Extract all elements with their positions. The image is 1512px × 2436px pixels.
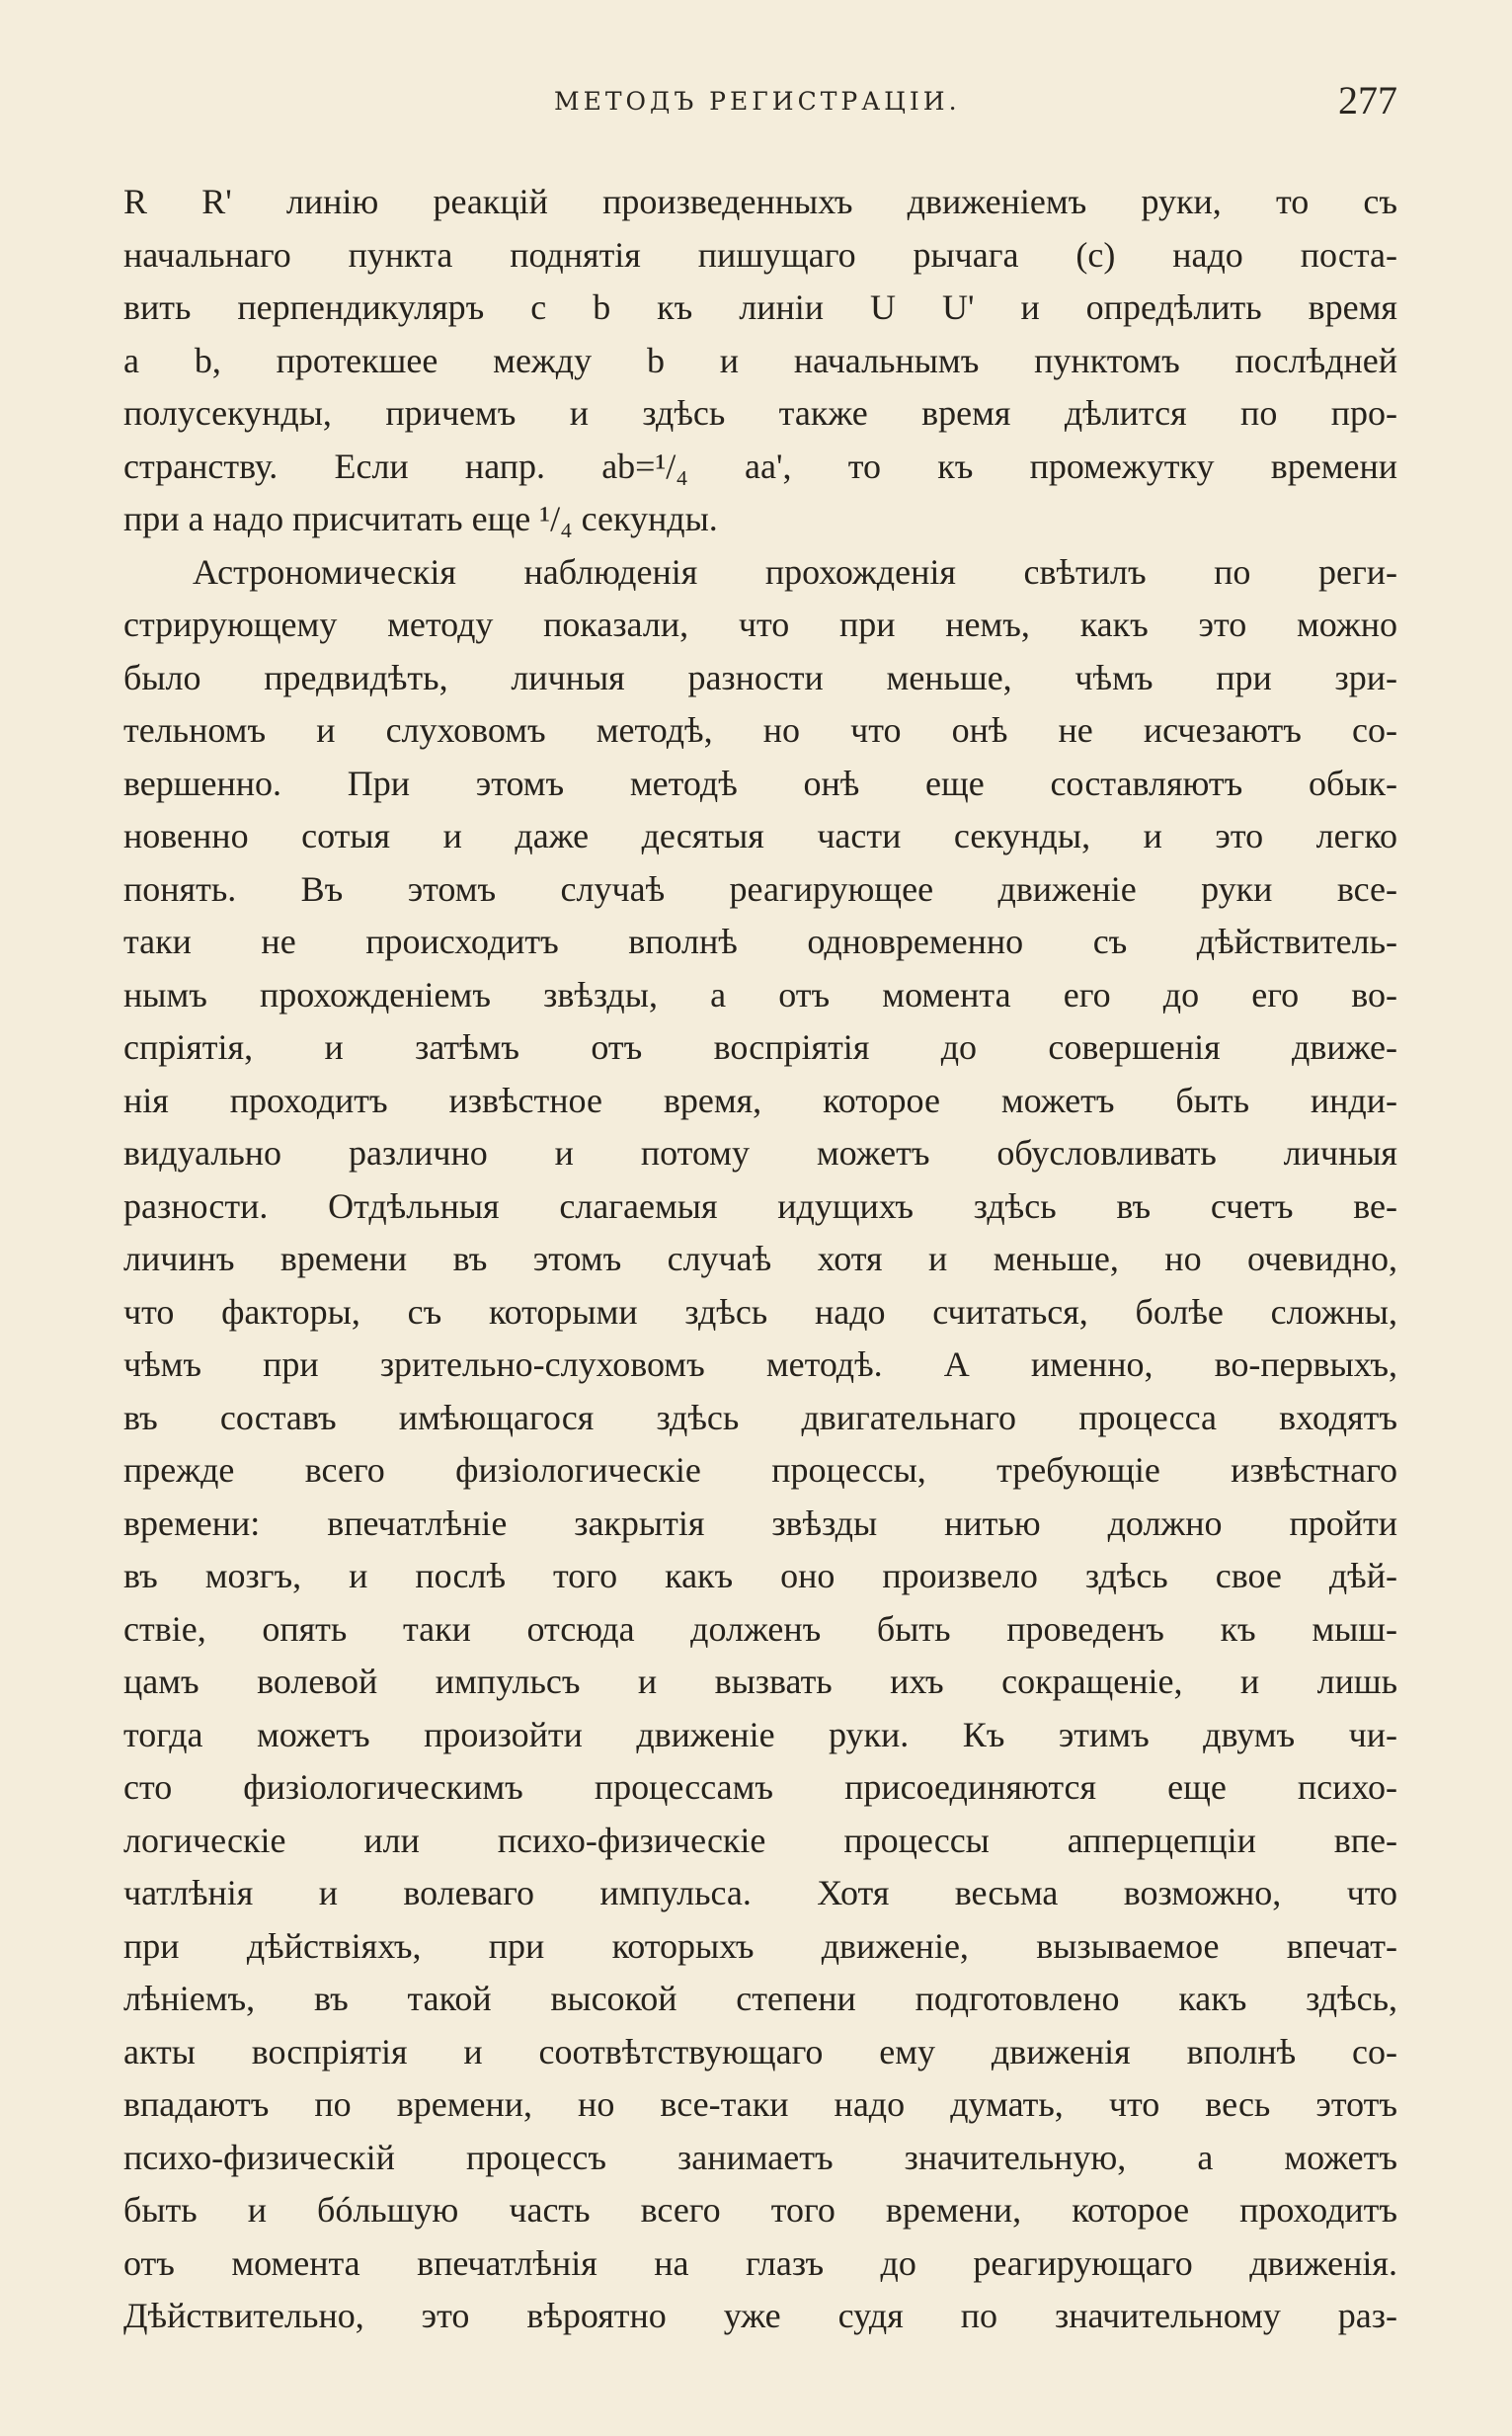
text-line: быть и бóльшую часть всего того времени, которое проходитъ — [123, 2190, 1397, 2230]
text-line: a b, протекшее между b и начальнымъ пунктомъ послѣдней — [123, 340, 1397, 380]
text-line: было предвидѣть, личныя разности меньше, чѣмъ при зри- — [123, 657, 1397, 697]
text-line: въ мозгъ, и послѣ того какъ оно произвело здѣсь свое дѣй- — [123, 1556, 1397, 1595]
text-line: сто физіологическимъ процессамъ присоединяются еще психо- — [123, 1767, 1397, 1807]
text-line: при дѣйствіяхъ, при которыхъ движеніе, вызываемое впечат- — [123, 1925, 1397, 1966]
text-line: нія проходитъ извѣстное время, которое можетъ быть инди- — [123, 1080, 1397, 1120]
text-line: Астрономическія наблюденія прохожденія свѣтилъ по реги- — [193, 551, 1397, 592]
text-line: разности. Отдѣльныя слагаемыя идущихъ здѣсь въ счетъ ве- — [123, 1185, 1397, 1226]
text-line: R R' линію реакцій произведенныхъ движеніемъ руки, то съ — [123, 182, 1397, 221]
text-line: психо-физическій процессъ занимаетъ значительную, а можетъ — [123, 2137, 1397, 2177]
text-line: новенно сотыя и даже десятыя части секунды, и это легко — [123, 816, 1397, 855]
text-line: цамъ волевой импульсъ и вызвать ихъ сокращеніе, и лишь — [123, 1662, 1397, 1701]
paragraph — [123, 176, 1397, 546]
text-line: логическіе или психо-физическіе процессы апперцепціи впе- — [123, 1820, 1397, 1860]
text-line: чѣмъ при зрительно-слуховомъ методѣ. А именно, во-первыхъ, — [123, 1344, 1397, 1384]
text-line: отъ момента впечатлѣнія на глазъ до реагирующаго движенія. — [123, 2242, 1397, 2283]
text-line: чатлѣнія и волеваго импульса. Хотя весьма возможно, что — [123, 1873, 1397, 1912]
text-line: вить перпендикуляръ c b къ линіи U U' и опредѣлить время — [123, 287, 1397, 327]
text-line: въ составъ имѣющагося здѣсь двигательнаго процесса входятъ — [123, 1397, 1397, 1437]
text-line: лѣніемъ, въ такой высокой степени подготовлено какъ здѣсь, — [123, 1979, 1397, 2018]
text-line: при a надо присчитать еще ¹/₄ секунды. — [123, 499, 718, 538]
text-line: полусекунды, причемъ и здѣсь также время дѣлится по про- — [123, 393, 1397, 433]
running-title: МЕТОДЪ РЕГИСТРАЦІИ. — [554, 87, 961, 116]
text-line: что факторы, съ которыми здѣсь надо считаться, болѣе сложны, — [123, 1291, 1397, 1332]
text-line: спріятія, и затѣмъ отъ воспріятія до совершенія движе- — [123, 1027, 1397, 1067]
page-number: 277 — [1338, 78, 1397, 122]
text-line: начальнаго пункта поднятія пишущаго рычага (c) надо поста- — [123, 234, 1397, 275]
text-line: тогда можетъ произойти движеніе руки. Къ этимъ двумъ чи- — [123, 1714, 1397, 1754]
text-line: странству. Если напр. ab=¹/₄ aa', то къ промежутку времени — [123, 446, 1397, 486]
paragraph — [123, 546, 1397, 2343]
running-head — [123, 77, 1397, 126]
text-line: Дѣйствительно, это вѣроятно уже судя по значительному раз- — [123, 2296, 1397, 2335]
text-line: акты воспріятія и соотвѣтствующаго ему движенія вполнѣ со- — [123, 2031, 1397, 2071]
text-line: нымъ прохожденіемъ звѣзды, а отъ момента его до его во- — [123, 974, 1397, 1015]
text-line: ствіе, опять таки отсюда долженъ быть проведенъ къ мыш- — [123, 1608, 1397, 1649]
text-line: тельномъ и слуховомъ методѣ, но что онѣ не исчезаютъ со- — [123, 710, 1397, 750]
text-line: стрирующему методу показали, что при немъ, какъ это можно — [123, 605, 1397, 644]
text-body — [123, 176, 1397, 2343]
text-line: таки не происходитъ вполнѣ одновременно съ дѣйствитель- — [123, 922, 1397, 961]
text-line: прежде всего физіологическіе процессы, требующіе извѣстнаго — [123, 1450, 1397, 1490]
text-line: времени: впечатлѣніе закрытія звѣзды нитью должно пройти — [123, 1502, 1397, 1543]
text-line: понять. Въ этомъ случаѣ реагирующее движеніе руки все- — [123, 868, 1397, 909]
text-line: личинъ времени въ этомъ случаѣ хотя и меньше, но очевидно, — [123, 1239, 1397, 1278]
text-line: впадаютъ по времени, но все-таки надо думать, что весь этотъ — [123, 2084, 1397, 2124]
text-line: вершенно. При этомъ методѣ онѣ еще составляютъ обык- — [123, 763, 1397, 803]
text-line: видуально различно и потому можетъ обусловливать личныя — [123, 1133, 1397, 1173]
